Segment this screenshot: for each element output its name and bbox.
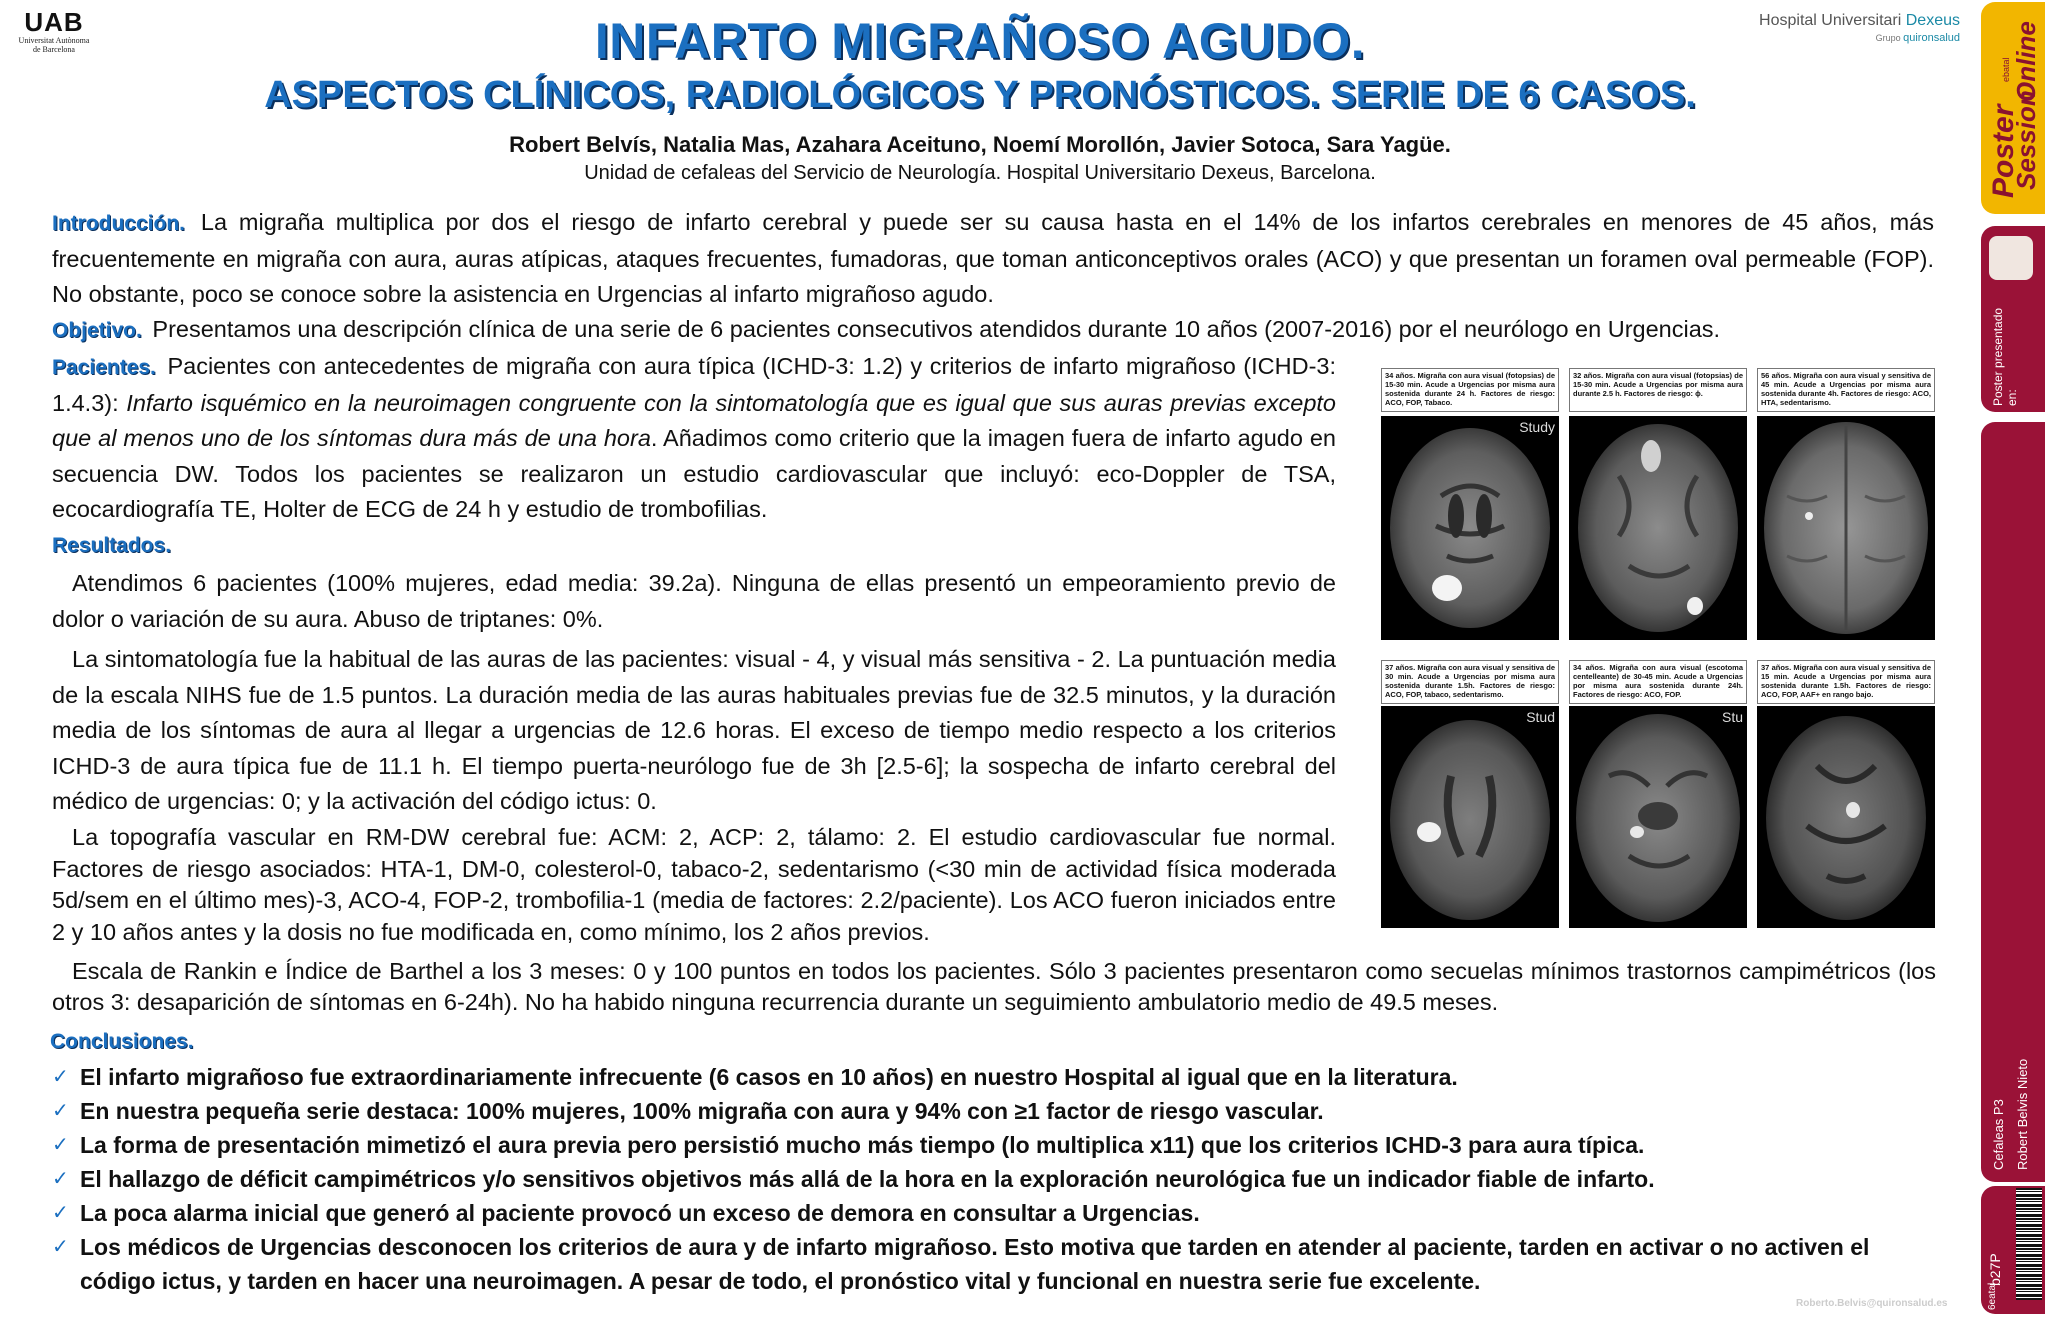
case-caption-2: 32 años. Migraña con aura visual (fotopsias) de 15-30 min. Acude a Urgencias por misma aura durante 2.5 h. Factores de riesgo: ɸ. bbox=[1569, 368, 1747, 412]
conclusion-text: El hallazgo de déficit campimétricos y/o sensitivos objetivos más allá de la hora en la exploración neurológica fue un indicador fiable de infarto. bbox=[80, 1166, 1655, 1192]
results-text-3: La topografía vascular en RM-DW cerebral fue: ACM: 2, ACP: 2, tálamo: 2. El estudio cardiovascular fue normal. Factores de riesgo asociados: HTA-1, DM-0, colesterol-0, tabaco-2, sedentarismo (<30 min de actividad física moderada 5d/sem en el último mes)-3, ACO-4, FOP-2, trombofilia-1 (media de factores: 2.2/paciente). Los ACO fueron iniciados entre 2 y 10 años antes y la dosis no fue modificada en, como mínimo, los 2 años previos. bbox=[52, 824, 1336, 945]
uab-logo-line2: de Barcelona bbox=[33, 45, 75, 54]
intro-paragraph bbox=[52, 205, 1934, 313]
results-heading: Resultados. bbox=[52, 534, 172, 557]
society-logo-panel bbox=[1981, 226, 2045, 412]
case-caption-5: 34 años. Migraña con aura visual (escotoma centelleante) de 30-45 min. Acude a Urgencias por misma aura sostenida durante 24h. Factores de riesgo: ACO, FOP. bbox=[1569, 660, 1747, 704]
society-emblem-icon bbox=[1989, 236, 2033, 280]
mri-image-6 bbox=[1757, 706, 1935, 928]
barcode-label: 6eatal bbox=[1987, 1282, 1998, 1310]
conclusion-text: La forma de presentación mimetizó el aura previa pero persistió mucho más tiempo (lo multiplica x11) que los criterios ICHD-3 para aura típica. bbox=[80, 1132, 1645, 1158]
patients-text-italic: Infarto isquémico en la neuroimagen congruente con la sintomatología que es igual que sus auras previas excepto que al menos uno de los síntomas dura más de una hora bbox=[52, 389, 1336, 451]
uab-logo-mark: UAB bbox=[24, 7, 84, 37]
hospital-name-a: Hospital Universitari bbox=[1759, 12, 1906, 29]
results-text-2: La sintomatología fue la habitual de las auras de las pacientes: visual - 4, y visual más sensitiva - 2. La puntuación media de la escala NIHS fue de 1.5 puntos. La duración media de las auras habituales previas fue de 32.5 minutos, y la duración media de los síntomas de aura al llegar a urgencias de 12.6 horas. El exceso de tiempo medio respecto a los criterios ICHD-3 de aura típica fue de 11.1 h. El tiempo puerta-neurólogo fue de 3h [2.5-6]; la sospecha de infarto cerebral del médico de urgencias: 0; y la activación del código ictus: 0. bbox=[52, 646, 1336, 814]
checkmark-icon: ✓ bbox=[52, 1066, 69, 1088]
patients-paragraph bbox=[52, 349, 1336, 528]
intro-heading: Introducción. bbox=[52, 212, 185, 235]
checkmark-icon: ✓ bbox=[52, 1134, 69, 1156]
conclusion-item bbox=[50, 1196, 1950, 1230]
objective-paragraph bbox=[52, 312, 1934, 349]
conclusion-text: La poca alarma inicial que generó al paciente provocó un exceso de demora en consultar a Urgencias. bbox=[80, 1200, 1200, 1226]
conclusion-item bbox=[50, 1128, 1950, 1162]
group-name: quironsalud bbox=[1903, 32, 1960, 44]
mri-image-3 bbox=[1757, 416, 1935, 640]
conclusions-heading: Conclusiones. bbox=[50, 1030, 194, 1053]
rankin-paragraph bbox=[52, 956, 1936, 1018]
patients-text-a: Pacientes con antecedentes de migraña con aura típica (ICHD-3: 1.2) y criterios de infarto migrañoso (ICHD-3: 1.4.3): bbox=[52, 353, 1336, 416]
mri-image-4 bbox=[1381, 706, 1559, 928]
results-text-1: Atendimos 6 pacientes (100% mujeres, edad media: 39.2a). Ninguna de ellas presentó un empeoramiento previo de dolor o variación de su aura. Abuso de triptanes: 0%. bbox=[52, 570, 1336, 632]
category-label: Cefaleas P3 bbox=[1991, 1099, 2006, 1170]
mri-stamp-1: Study bbox=[1519, 419, 1555, 435]
patients-text-b: . Añadimos como criterio que la imagen fuera de infarto agudo en secuencia DW. Todos los pacientes se realizaron un estudio cardiovascular que incluyó: eco-Doppler de TSA, ecocardiografía TE, Holter de ECG de 24 h y estudio de trombofilias. bbox=[52, 425, 1336, 522]
brand-online: Online bbox=[2011, 21, 2041, 102]
barcode-icon bbox=[2016, 1188, 2042, 1300]
case-caption-6: 37 años. Migraña con aura visual y sensitiva de 15 min. Acude a Urgencias por misma aura sostenida durante 1.5h. Factores de riesgo: ACO, FOP, AAF+ en rango bajo. bbox=[1757, 660, 1935, 704]
mri-stamp-4: Stud bbox=[1526, 709, 1555, 725]
checkmark-icon: ✓ bbox=[52, 1168, 69, 1190]
poster-session-online-logo bbox=[1981, 2, 2045, 214]
sidebar-info-panel bbox=[1981, 422, 2045, 1182]
conclusion-text: Los médicos de Urgencias desconocen los criterios de aura y de infarto migrañoso. Esto motiva que tarden en atender al paciente, tarden en activar o no activen el código ictus, y tarden en hacer una neuroimagen. A pesar de todo, el pronóstico vital y funcional en nuestra serie fue excelente. bbox=[80, 1234, 1870, 1294]
poster-title: INFARTO MIGRAÑOSO AGUDO. bbox=[594, 13, 1366, 69]
conclusion-item bbox=[50, 1060, 1950, 1094]
results-paragraph-3 bbox=[52, 822, 1336, 948]
case-caption-1: 34 años. Migraña con aura visual (fotopsias) de 15-30 min. Acude a Urgencias por misma aura sostenida durante 24 h. Factores de riesgo: ACO, FOP, Tabaco. bbox=[1381, 368, 1559, 412]
checkmark-icon: ✓ bbox=[52, 1100, 69, 1122]
results-paragraph-1 bbox=[52, 566, 1336, 637]
uab-logo-line1: Universitat Autònoma bbox=[18, 36, 90, 45]
contact-email: Roberto.Belvis@quironsalud.es bbox=[1796, 1298, 1948, 1309]
conclusion-text: En nuestra pequeña serie destaca: 100% mujeres, 100% migraña con aura y 94% con ≥1 factor de riesgo vascular. bbox=[80, 1098, 1324, 1124]
case-caption-4: 37 años. Migraña con aura visual y sensitiva de 30 min. Acude a Urgencias por misma aura sostenida durante 1.5h. Factores de riesgo: ACO, FOP, tabaco, sedentarismo. bbox=[1381, 660, 1559, 704]
mri-stamp-5: Stu bbox=[1721, 709, 1743, 725]
brand-mini: ebatal bbox=[2001, 57, 2011, 82]
patients-heading: Pacientes. bbox=[52, 356, 156, 379]
objective-heading: Objetivo. bbox=[52, 319, 142, 342]
conclusions-list bbox=[50, 1060, 1950, 1298]
objective-text: Presentamos una descripción clínica de una serie de 6 pacientes consecutivos atendidos durante 10 años (2007-2016) por el neurólogo en Urgencias. bbox=[152, 316, 1721, 342]
group-label: Grupo bbox=[1875, 33, 1904, 43]
checkmark-icon: ✓ bbox=[52, 1236, 69, 1258]
poster-subtitle: ASPECTOS CLÍNICOS, RADIOLÓGICOS Y PRONÓSTICOS. SERIE DE 6 CASOS. bbox=[264, 74, 1696, 116]
poster-code: b27P bbox=[1987, 1253, 2003, 1286]
rankin-text: Escala de Rankin e Índice de Barthel a los 3 meses: 0 y 100 puntos en todos los pacientes. Sólo 3 pacientes presentaron como secuelas mínimos trastornos campimétricos (los otros 3: desaparición de síntomas en 6-24h). No ha habido ninguna recurrencia durante un seguimiento ambulatorio medio de 49.5 meses. bbox=[52, 958, 1936, 1015]
conclusion-text: El infarto migrañoso fue extraordinariamente infrecuente (6 casos en 10 años) en nuestro Hospital al igual que en la literatura. bbox=[80, 1064, 1458, 1090]
authors: Robert Belvís, Natalia Mas, Azahara Aceituno, Noemí Morollón, Javier Sotoca, Sara Yagüe. bbox=[509, 132, 1451, 157]
case-caption-3: 56 años. Migraña con aura visual y sensitiva de 45 min. Acude a Urgencias por misma aura sostenida durante 4h. Factores de riesgo: ACO, HTA, sedentarismo. bbox=[1757, 368, 1935, 412]
results-paragraph-2 bbox=[52, 642, 1336, 820]
conclusion-item bbox=[50, 1230, 1950, 1298]
conclusion-item bbox=[50, 1162, 1950, 1196]
hospital-name-b: Dexeus bbox=[1905, 12, 1960, 29]
mri-image-2 bbox=[1569, 416, 1747, 640]
checkmark-icon: ✓ bbox=[52, 1202, 69, 1224]
intro-text: La migraña multiplica por dos el riesgo de infarto cerebral y puede ser su causa hasta en el 14% de los infartos cerebrales en menores de 45 años, más frecuentemente en migraña con aura, auras atípicas, ataques frecuentes, fumadoras, que toman anticonceptivos orales (ACO) y que presentan un foramen oval permeable (FOP). No obstante, poco se conoce sobre la asistencia en Urgencias al infarto migrañoso agudo. bbox=[52, 209, 1934, 307]
conclusion-item bbox=[50, 1094, 1950, 1128]
author-label: Robert Belvis Nieto bbox=[2015, 1058, 2030, 1170]
mri-image-5 bbox=[1569, 706, 1747, 928]
presented-at-label: Poster presentado en: bbox=[1991, 307, 2019, 406]
brand-poster: Poster bbox=[1987, 104, 2020, 198]
brand-session: Session bbox=[2011, 90, 2041, 190]
affiliation: Unidad de cefaleas del Servicio de Neurología. Hospital Universitario Dexeus, Barcelona. bbox=[584, 162, 1376, 184]
mri-image-1 bbox=[1381, 416, 1559, 640]
